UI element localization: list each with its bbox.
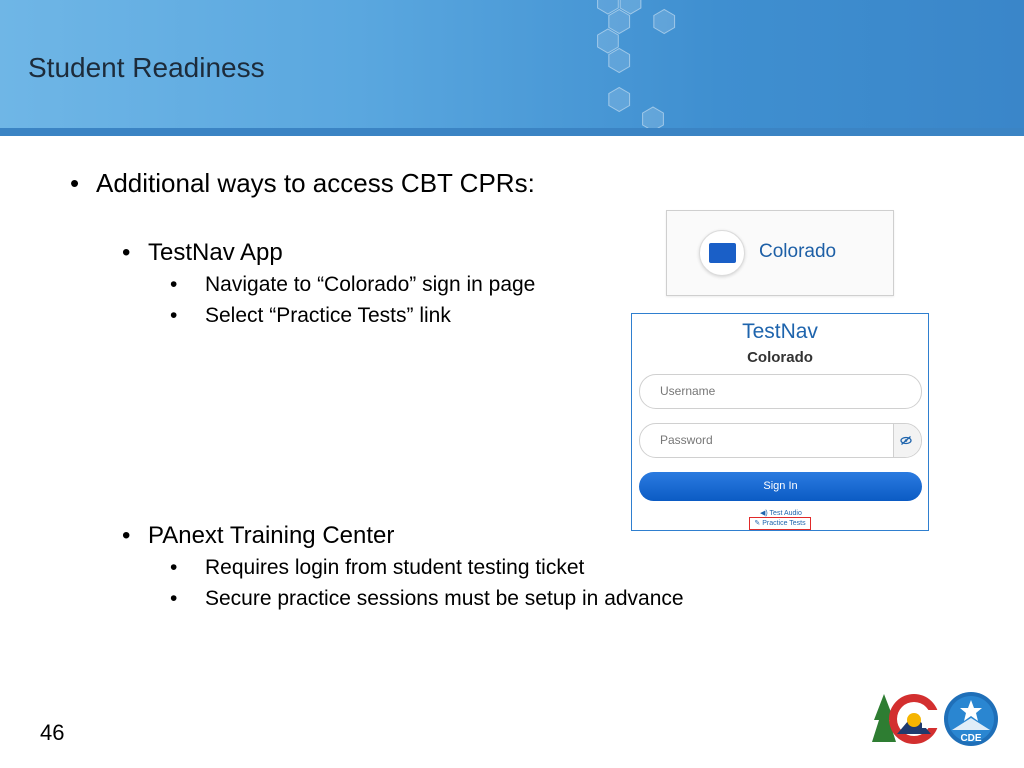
slide-title: Student Readiness xyxy=(28,52,265,83)
state-flag-icon xyxy=(709,243,736,263)
test-audio-label: Test Audio xyxy=(769,510,802,517)
bullet-icon: • xyxy=(122,522,131,549)
list-item xyxy=(170,273,535,297)
colorado-tile[interactable] xyxy=(666,210,894,296)
colorado-logo-icon xyxy=(872,694,940,744)
page-number: 46 xyxy=(40,720,65,745)
main-bullet-text: Additional ways to access CBT CPRs: xyxy=(96,168,535,198)
list-item-text: Navigate to “Colorado” sign in page xyxy=(205,273,536,296)
pencil-icon: ✎ xyxy=(754,520,761,527)
bullet-icon: • xyxy=(170,587,178,610)
hexagon-decoration xyxy=(643,107,664,128)
bullet-icon: • xyxy=(170,273,178,296)
cde-logo xyxy=(870,690,1000,748)
hexagon-decoration xyxy=(609,10,630,34)
eye-icon xyxy=(894,424,921,457)
testnav-signin-panel xyxy=(631,313,929,531)
banner-strip xyxy=(0,128,1024,136)
list-item xyxy=(170,304,451,328)
sign-in-button[interactable]: Sign In xyxy=(639,472,922,501)
testnav-logo: TestNav xyxy=(742,320,818,343)
testnav-heading-text: TestNav App xyxy=(148,239,283,266)
hexagon-decoration xyxy=(609,49,630,73)
show-password-button[interactable] xyxy=(893,424,921,457)
main-bullet xyxy=(70,168,535,199)
cde-logo-text: CDE xyxy=(960,733,982,744)
state-icon-circle xyxy=(699,230,745,276)
hexagon-decoration xyxy=(654,10,675,34)
hexagon-decoration xyxy=(609,88,630,112)
list-item-text: Requires login from student testing ticket xyxy=(205,556,585,579)
test-audio-link[interactable] xyxy=(760,509,802,517)
password-placeholder: Password xyxy=(660,433,713,447)
bullet-icon: • xyxy=(122,239,131,266)
bullet-icon: • xyxy=(70,168,80,198)
colorado-label: Colorado xyxy=(759,241,837,262)
testnav-heading xyxy=(122,239,283,267)
bullet-icon: • xyxy=(170,304,178,327)
cde-seal-icon xyxy=(944,692,998,746)
list-item-text: Select “Practice Tests” link xyxy=(205,304,451,327)
practice-tests-link[interactable] xyxy=(749,517,811,530)
testnav-state-label: Colorado xyxy=(747,349,813,366)
speaker-icon: ◀) xyxy=(760,510,768,517)
panext-heading xyxy=(122,522,394,550)
list-item xyxy=(170,556,584,580)
username-placeholder: Username xyxy=(660,384,716,398)
list-item-text: Secure practice sessions must be setup in advance xyxy=(205,587,684,610)
hexagon-decoration xyxy=(598,29,619,53)
practice-tests-label: Practice Tests xyxy=(762,520,806,527)
bullet-icon: • xyxy=(170,556,178,579)
list-item xyxy=(170,587,684,611)
username-field[interactable] xyxy=(639,374,922,409)
password-field[interactable] xyxy=(639,423,922,458)
panext-heading-text: PAnext Training Center xyxy=(148,522,395,549)
